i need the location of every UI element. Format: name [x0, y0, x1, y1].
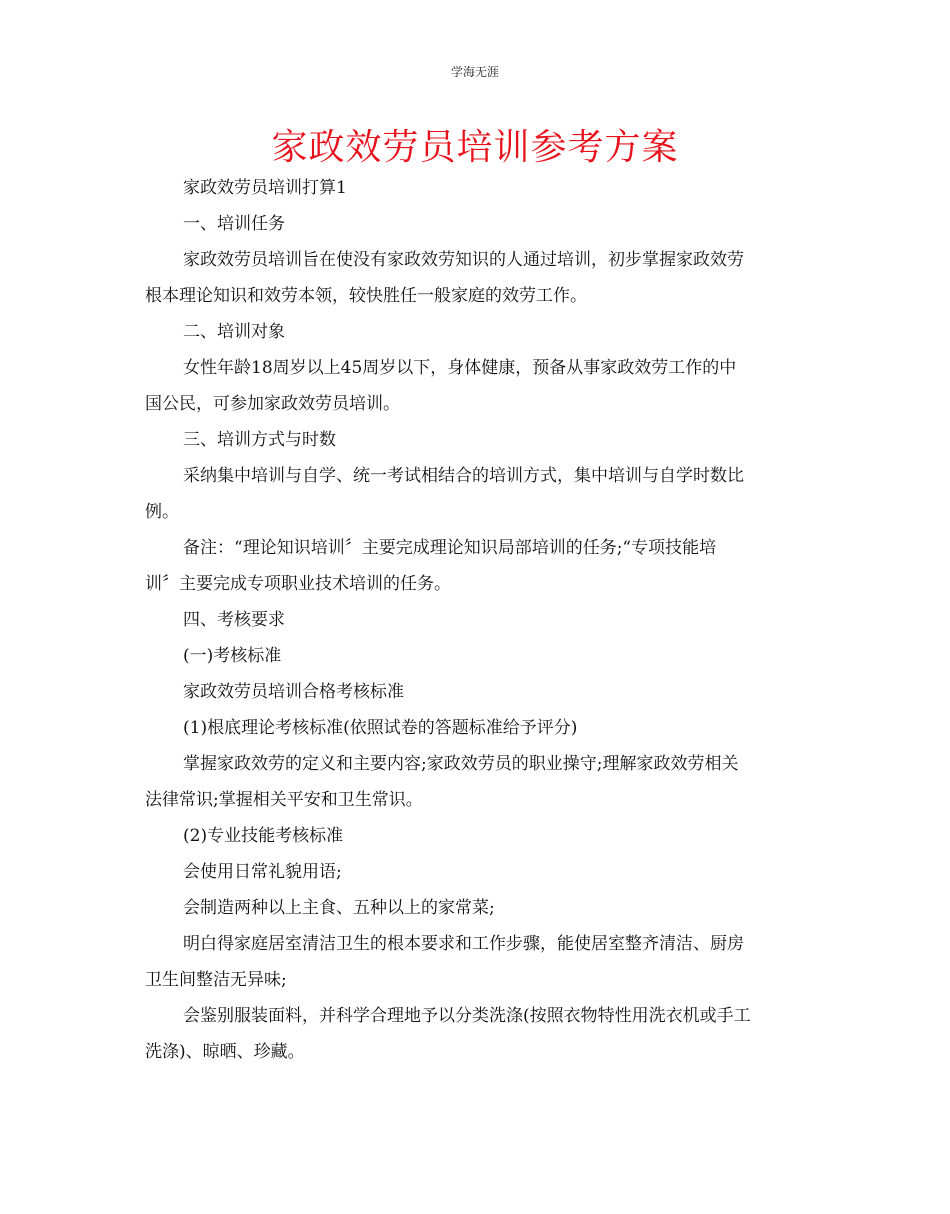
text-line: 三、培训方式与时数: [183, 430, 336, 450]
paragraph-skill-2: [145, 890, 813, 926]
text-line: 采纳集中培训与自学、统一考试相结合的培训方式，集中培训与自学时数比: [183, 466, 744, 486]
text-line: 家政效劳员培训合格考核标准: [183, 682, 404, 702]
item-theory-standard: [145, 710, 813, 746]
document-title: 家政效劳员培训参考方案: [271, 127, 679, 168]
page-header: 学海无涯: [450, 65, 499, 79]
paragraph-skill-3: [145, 926, 813, 998]
text-line: 会使用日常礼貌用语;: [183, 862, 342, 882]
paragraph-target: [145, 350, 813, 422]
paragraph-skill-4: [145, 998, 813, 1070]
text-line: 掌握家政效劳的定义和主要内容;家政效劳员的职业操守;理解家政效劳相关: [183, 754, 739, 774]
text-line: 家政效劳员培训旨在使没有家政效劳知识的人通过培训，初步掌握家政效劳: [183, 250, 744, 270]
text-line: 会鉴别服装面料，并科学合理地予以分类洗涤(按照衣物特性用洗衣机或手工: [183, 1006, 751, 1026]
paragraph-theory: [145, 746, 813, 818]
paragraph-method: [145, 458, 813, 530]
text-line: 一、培训任务: [183, 214, 285, 234]
text-line: 训〞主要完成专项职业技术培训的任务。: [145, 574, 451, 594]
item-skill-standard: [145, 818, 813, 854]
text-line: (1)根底理论考核标准(依照试卷的答题标准给予评分): [183, 718, 578, 738]
section-heading-assessment: [145, 602, 813, 638]
subheading-standard: [145, 638, 813, 674]
document-body: [145, 170, 813, 1070]
text-line: 法律常识;掌握相关平安和卫生常识。: [145, 790, 423, 810]
text-line: 女性年龄18周岁以上45周岁以下，身体健康，预备从事家政效劳工作的中: [183, 358, 737, 378]
paragraph-standard-title: [145, 674, 813, 710]
text-line: 例。: [145, 502, 179, 522]
text-line: 会制造两种以上主食、五种以上的家常菜;: [183, 898, 495, 918]
text-line: (一)考核标准: [183, 646, 282, 666]
section-heading-task: [145, 206, 813, 242]
paragraph-plan-heading: [145, 170, 813, 206]
paragraph-task: [145, 242, 813, 314]
text-line: 洗涤)、晾晒、珍藏。: [145, 1042, 305, 1062]
section-heading-method: [145, 422, 813, 458]
text-line: (2)专业技能考核标准: [183, 826, 344, 846]
paragraph-skill-1: [145, 854, 813, 890]
text-line: 备注：“理论知识培训〞主要完成理论知识局部培训的任务;“专项技能培: [183, 538, 717, 558]
text-line: 卫生间整洁无异味;: [145, 970, 287, 990]
text-line: 四、考核要求: [183, 610, 285, 630]
text-line: 明白得家庭居室清洁卫生的根本要求和工作步骤，能使居室整齐清洁、厨房: [183, 934, 744, 954]
paragraph-note: [145, 530, 813, 602]
section-heading-target: [145, 314, 813, 350]
text-line: 根本理论知识和效劳本领，较快胜任一般家庭的效劳工作。: [145, 286, 587, 306]
text-line: 二、培训对象: [183, 322, 285, 342]
text-line: 家政效劳员培训打算1: [183, 178, 347, 198]
text-line: 国公民，可参加家政效劳员培训。: [145, 394, 400, 414]
